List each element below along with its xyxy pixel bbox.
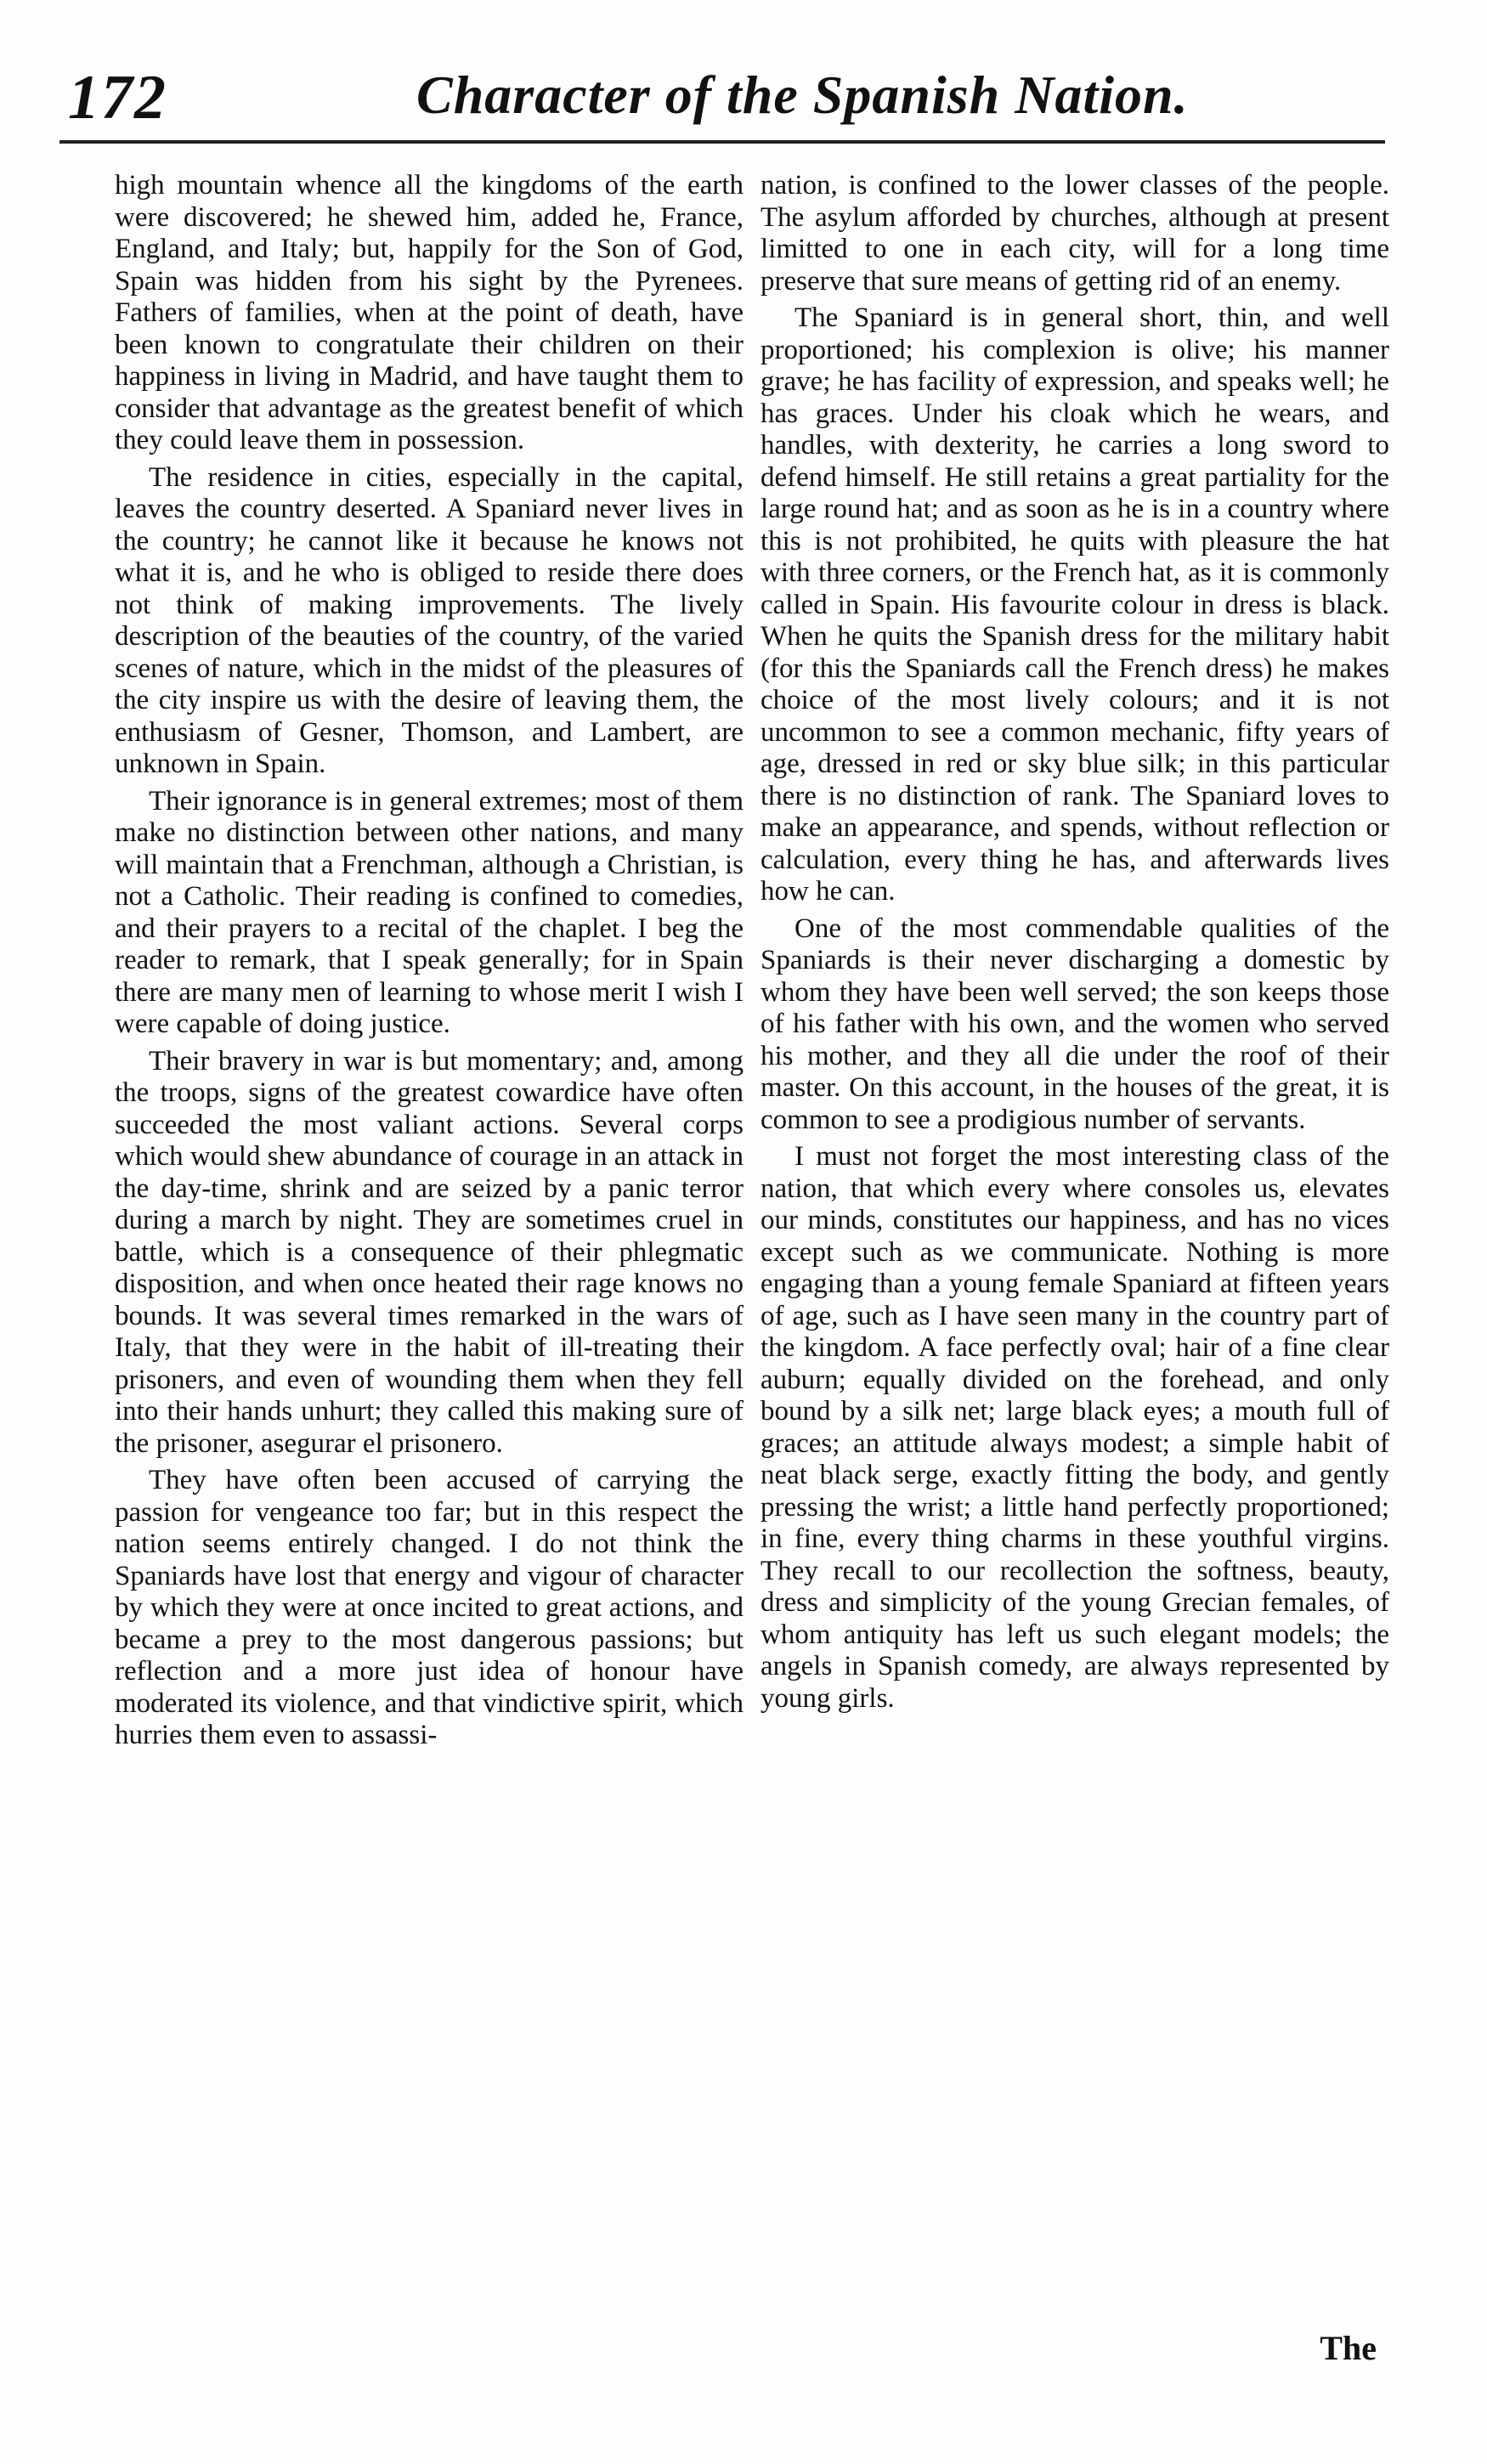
paragraph: I must not forget the most interesting class of the nation, that which every where consoles us, elevates our minds, constitutes our happiness, and has no vices except such as we communicate. Nothing is more engaging than a young female Spaniard at fifteen years of age, such as I have seen many in the country part of the kingdom. A face perfectly oval; hair of a fine clear auburn; equally divided on the forehead, and only bound by a silk net; large black eyes; a mouth full of graces; an attitude always modest; a simple habit of neat black serge, exactly fitting the body, and gently pressing the wrist; a little hand perfectly proportioned; in fine, every thing charms in these youthful virgins. They recall to our recollection the softness, beauty, dress and simplicity of the young Grecian females, of whom antiquity has left us such elegant models; the angels in Spanish comedy, are always represented by young girls. bbox=[760, 1141, 1389, 1714]
paragraph: One of the most commendable qualities of the Spaniards is their never discharging a domestic by whom they have been well served; the son keeps those of his father with his own, and the women who served his mother, and they all die under the roof of their master. On this account, in the houses of the great, it is common to see a prodigious number of servants. bbox=[760, 913, 1389, 1135]
paragraph: They have often been accused of carrying the passion for vengeance too far; but in this respect the nation seems entirely changed. I do not think the Spaniards have lost that energy and vigour of character by which they were at once incited to great actions, and became a prey to the most dangerous passions; but reflection and a more just idea of honour have moderated its violence, and that vindictive spirit, which hurries them even to assassi- bbox=[115, 1465, 744, 1750]
paragraph: The Spaniard is in general short, thin, and well proportioned; his complexion is olive; his manner grave; he has facility of expression, and speaks well; he has graces. Under his cloak which he wears, and handles, with dexterity, he carries a long sword to defend himself. He still retains a great partiality for the large round hat; and as soon as he is in a country where this is not prohibited, he quits with pleasure the hat with three corners, or the French hat, as it is commonly called in Spain. His favourite colour in dress is black. When he quits the Spanish dress for the military habit (for this the Spaniards call the French dress) he makes choice of the most lively colours; and it is not uncommon to see a common mechanic, fifty years of age, dressed in red or sky blue silk; in this particular there is no distinction of rank. The Spaniard loves to make an appearance, and spends, without reflection or calculation, every thing he has, and afterwards lives how he can. bbox=[760, 302, 1389, 907]
running-title: Character of the Spanish Nation. bbox=[416, 65, 1189, 125]
paragraph: Their ignorance is in general extremes; most of them make no distinction between other nations, and many will maintain that a Frenchman, although a Christian, is not a Catholic. Their reading is confined to comedies, and their prayers to a recital of the chaplet. I beg the reader to remark, that I speak generally; for in Spain there are many men of learning to whose merit I wish I were capable of doing justice. bbox=[115, 785, 744, 1039]
left-column bbox=[115, 170, 744, 1752]
paragraph: high mountain whence all the kingdoms of the earth were discovered; he shewed him, added he, France, England, and Italy; but, happily for the Son of God, Spain was hidden from his sight by the Pyrenees. Fathers of families, when at the point of death, have been known to congratulate their children on their happiness in living in Madrid, and have taught them to consider that advantage as the greatest benefit of which they could leave them in possession. bbox=[115, 170, 744, 455]
paragraph: nation, is confined to the lower classes of the people. The asylum afforded by churches, although at present limitted to one in each city, will for a long time preserve that sure means of getting rid of an enemy. bbox=[760, 170, 1389, 297]
catchword: The bbox=[1320, 2329, 1377, 2367]
page-header bbox=[59, 47, 1385, 144]
paragraph: Their bravery in war is but momentary; and, among the troops, signs of the greatest cowardice have often succeeded the most valiant actions. Several corps which would shew abundance of courage in an attack in the day-time, shrink and are seized by a panic terror during a march by night. They are sometimes cruel in battle, which is a consequence of their phlegmatic disposition, and when once heated their rage knows no bounds. It was several times remarked in the wars of Italy, that they were in the habit of ill-treating their prisoners, and even of wounding them when they fell into their hands unhurt; they called this making sure of the prisoner, asegurar el prisonero. bbox=[115, 1045, 744, 1459]
paragraph: The residence in cities, especially in the capital, leaves the country deserted. A Spaniard never lives in the country; he cannot like it because he knows not what it is, and he who is obliged to reside there does not think of making improvements. The lively description of the beauties of the country, of the varied scenes of nature, which in the midst of the pleasures of the city inspire us with the desire of leaving them, the enthusiasm of Gesner, Thomson, and Lambert, are unknown in Spain. bbox=[115, 461, 744, 779]
page-number: 172 bbox=[68, 63, 167, 133]
right-column bbox=[760, 170, 1389, 1715]
